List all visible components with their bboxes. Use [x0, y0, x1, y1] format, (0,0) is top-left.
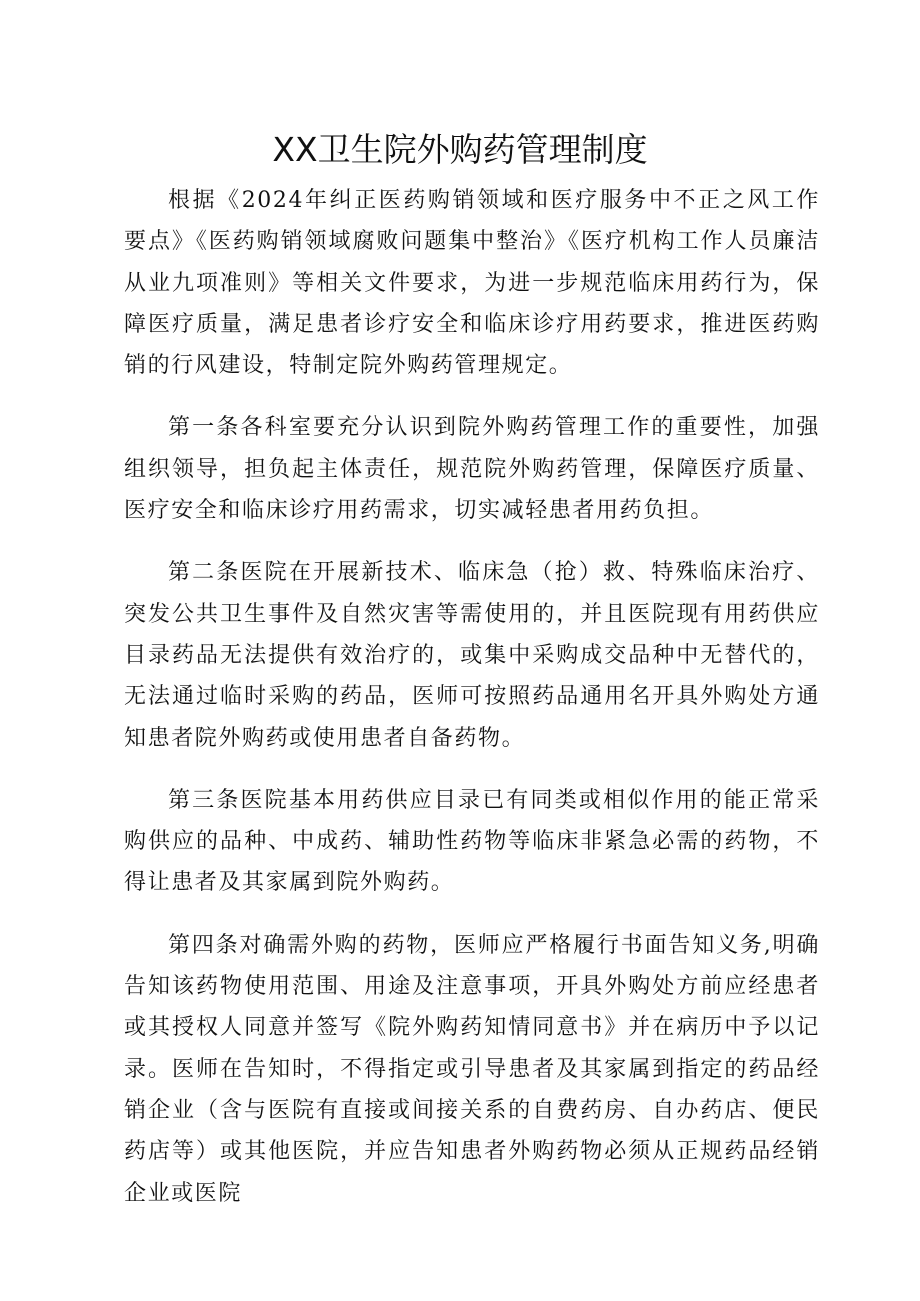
paragraph-article-3: 第三条医院基本用药供应目录已有同类或相似作用的能正常采购供应的品种、中成药、辅助性药物等临床非紧急必需的药物，不得让患者及其家属到院外购药。 — [124, 787, 820, 896]
paragraph-article-4: 第四条对确需外购的药物，医师应严格履行书面告知义务,明确告知该药物使用范围、用途及注意事项，开具外购处方前应经患者或其授权人同意并签写《院外购药知情同意书》并在病历中予以记录。医师在告知时，不得指定或引导患者及其家属到指定的药品经销企业（含与医院有直接或间接关系的自费药房、自办药店、便民药店等）或其他医院，并应告知患者外购药物必须从正规药品经销企业或医院 — [124, 932, 820, 1206]
document-title: XX卫生院外购药管理制度 — [272, 130, 648, 169]
paragraph-intro: 根据《2024年纠正医药购销领域和医疗服务中不正之风工作要点》《医药购销领域腐败问题集中整治》《医疗机构工作人员廉洁从业九项准则》等相关文件要求，为进一步规范临床用药行为，保障医疗质量，满足患者诊疗安全和临床诊疗用药要求，推进医药购销的行风建设，特制定院外购药管理规定。 — [124, 188, 820, 379]
paragraph-article-1: 第一条各科室要充分认识到院外购药管理工作的重要性，加强组织领导，担负起主体责任，规范院外购药管理，保障医疗质量、医疗安全和临床诊疗用药需求，切实减轻患者用药负担。 — [124, 415, 820, 524]
document-body — [124, 180, 820, 1235]
paragraph-article-2: 第二条医院在开展新技术、临床急（抢）救、特殊临床治疗、突发公共卫生事件及自然灾害等需使用的，并且医院现有用药供应目录药品无法提供有效治疗的，或集中采购成交品种中无替代的，无法通过临时采购的药品，医师可按照药品通用名开具外购处方通知患者院外购药或使用患者自备药物。 — [124, 560, 820, 751]
